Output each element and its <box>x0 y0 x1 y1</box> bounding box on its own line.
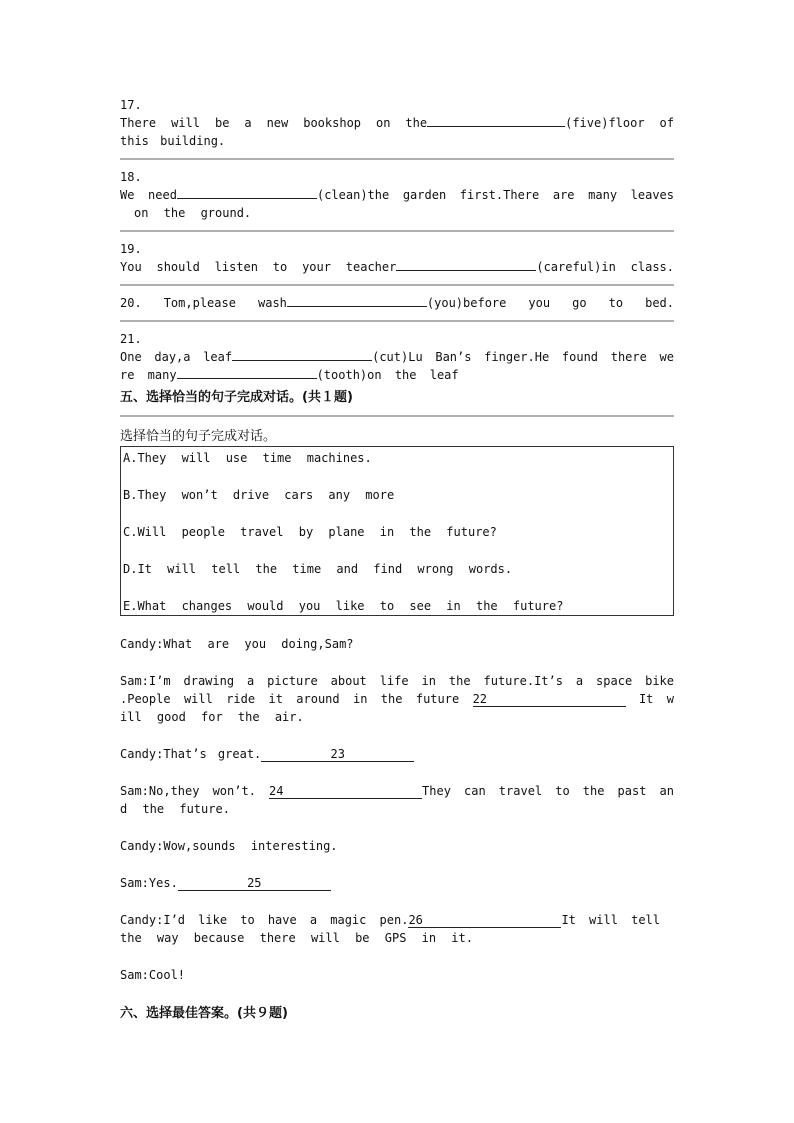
dialogue-text: Candy:I’d like to have a magic pen. <box>120 913 409 927</box>
divider <box>120 415 674 417</box>
worksheet-page <box>120 96 674 1021</box>
section-instruction: 选择恰当的句子完成对话。 <box>120 429 277 444</box>
option-b: B.They won’t drive cars any more <box>123 488 395 502</box>
dialogue-text: Candy:Wow,sounds interesting. <box>120 839 338 853</box>
question-text: re many <box>120 368 177 382</box>
answer-blank-25[interactable]: 25 <box>178 876 331 891</box>
question-text: (five)floor of <box>565 116 674 130</box>
divider <box>120 320 674 322</box>
question-text: this building. <box>120 134 226 148</box>
dialogue-text: .People will ride it around in the future <box>120 692 460 706</box>
dialogue-text: the way because there will be GPS in it. <box>120 931 473 945</box>
options-box <box>120 446 674 616</box>
question-18 <box>120 168 674 222</box>
dialogue-line <box>120 837 674 855</box>
option-d: D.It will tell the time and find wrong words. <box>123 562 513 576</box>
answer-blank[interactable] <box>232 348 372 361</box>
question-21 <box>120 330 674 384</box>
dialogue-line <box>120 966 674 984</box>
dialogue-text: Candy:That’s great. <box>120 747 262 761</box>
question-number: 21. <box>120 332 142 346</box>
divider <box>120 158 674 160</box>
dialogue-text: Sam:Yes. <box>120 876 178 890</box>
answer-blank[interactable] <box>396 258 536 271</box>
dialogue-text: It will tell <box>561 913 660 927</box>
dialogue-text: Candy:What are you doing,Sam? <box>120 637 354 651</box>
answer-blank[interactable] <box>177 366 317 379</box>
dialogue-line <box>120 782 674 818</box>
question-text: (tooth)on the leaf <box>316 368 459 382</box>
dialogue-line <box>120 874 674 892</box>
answer-blank-24[interactable]: 24 <box>269 784 422 799</box>
dialogue-line <box>120 672 674 726</box>
question-text: You should listen to your teacher <box>120 260 397 274</box>
question-17 <box>120 96 674 150</box>
question-text: One day,a leaf <box>120 350 233 364</box>
question-20 <box>120 294 674 312</box>
question-text: We need <box>120 188 177 202</box>
question-number: 18. <box>120 170 142 184</box>
dialogue-line <box>120 635 674 653</box>
section-title: 六、选择最佳答案。(共９题) <box>120 1006 288 1021</box>
dialogue-text: They can travel to the past an <box>422 784 674 798</box>
divider <box>120 230 674 232</box>
question-19 <box>120 240 674 276</box>
dialogue-text: ill good for the air. <box>120 710 304 724</box>
question-text: (you)before you go to bed. <box>426 296 674 310</box>
answer-blank-23[interactable]: 23 <box>261 747 414 762</box>
option-a: A.They will use time machines. <box>123 451 372 465</box>
divider <box>120 284 674 286</box>
option-e: E.What changes would you like to see in the future? <box>123 599 564 613</box>
answer-blank[interactable] <box>287 294 427 307</box>
question-text: (cut)Lu Ban’s finger.He found there we <box>372 350 674 364</box>
question-number: 17. <box>120 98 142 112</box>
question-text: on the ground. <box>134 206 252 220</box>
dialogue-text: It w <box>638 692 674 706</box>
option-c: C.Will people travel by plane in the future? <box>123 525 497 539</box>
answer-blank[interactable] <box>427 114 565 127</box>
answer-blank-22[interactable]: 22 <box>473 692 626 707</box>
question-text: There will be a new bookshop on the <box>120 116 428 130</box>
dialogue-line <box>120 911 674 947</box>
dialogue-text: Sam:No,they won’t. <box>120 784 256 798</box>
dialogue-text: Sam:Cool! <box>120 968 186 982</box>
question-number: 19. <box>120 242 142 256</box>
dialogue-text: d the future. <box>120 802 230 816</box>
dialogue-line <box>120 745 674 763</box>
dialogue-text: Sam:I’m drawing a picture about life in the future.It’s a space bike <box>120 674 674 688</box>
section-title: 五、选择恰当的句子完成对话。(共１题) <box>120 390 353 405</box>
question-text: 20. Tom,please wash <box>120 296 287 310</box>
question-text: (careful)in class. <box>536 260 674 274</box>
answer-blank[interactable] <box>177 186 317 199</box>
question-text: (clean)the garden first.There are many leaves <box>316 188 675 202</box>
answer-blank-26[interactable]: 26 <box>408 913 561 928</box>
